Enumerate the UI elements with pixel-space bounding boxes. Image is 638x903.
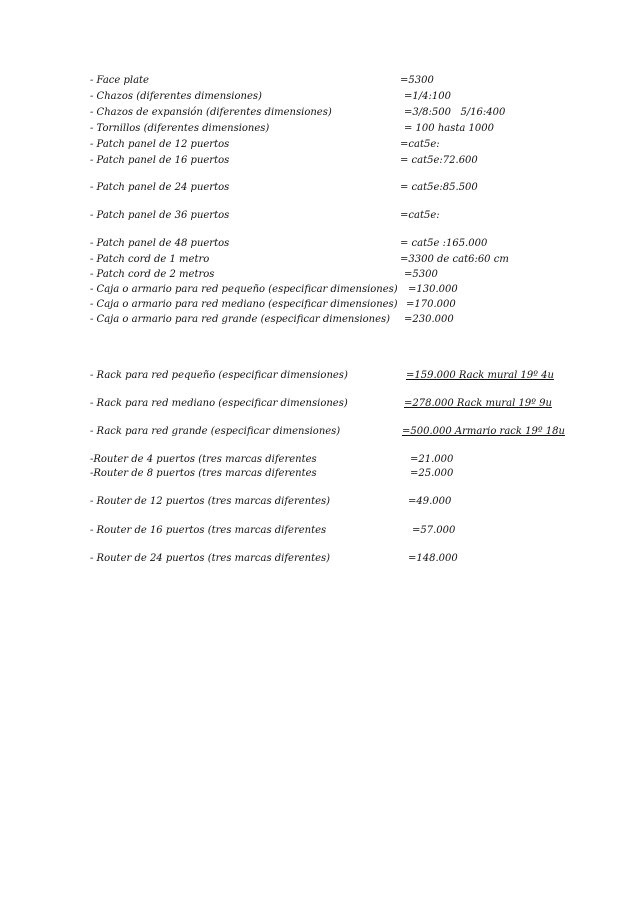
list-item-patch-cord-2m: [0, 269, 638, 281]
item-label: - Patch panel de 16 puertos: [90, 155, 230, 166]
item-label: - Caja o armario para red grande (especificar dimensiones): [90, 314, 391, 325]
item-label: - Patch panel de 48 puertos: [90, 238, 230, 249]
list-item-patch-panel-48: [0, 238, 638, 250]
item-value: =25.000: [410, 468, 454, 479]
list-item-face-plate: [0, 75, 638, 87]
item-value: =130.000: [408, 284, 458, 295]
item-value: =230.000: [404, 314, 454, 325]
list-item-chazos-expansion: [0, 107, 638, 119]
item-label: - Rack para red pequeño (especificar dimensiones): [90, 370, 348, 381]
list-item-router-8: [0, 468, 638, 480]
item-label: - Patch panel de 36 puertos: [90, 210, 230, 221]
item-value: = cat5e:72.600: [400, 155, 478, 166]
item-label: - Rack para red grande (especificar dimensiones): [90, 426, 341, 437]
item-label: - Patch panel de 12 puertos: [90, 139, 230, 150]
list-item-router-16: [0, 525, 638, 537]
item-value: =170.000: [406, 299, 456, 310]
item-label: - Router de 12 puertos (tres marcas diferentes): [90, 496, 331, 507]
item-label: - Chazos de expansión (diferentes dimensiones): [90, 107, 332, 118]
item-label: - Tornillos (diferentes dimensiones): [90, 123, 270, 134]
item-value: =21.000: [410, 454, 454, 465]
item-value: =159.000 Rack mural 19º 4u: [406, 370, 554, 381]
list-item-caja-mediano: [0, 299, 638, 311]
item-value: =500.000 Armario rack 19º 18u: [402, 426, 565, 437]
list-item-patch-panel-12: [0, 139, 638, 151]
list-item-patch-panel-16: [0, 155, 638, 167]
item-value: =3300 de cat6:60 cm: [400, 254, 509, 265]
list-item-tornillos: [0, 123, 638, 135]
list-item-rack-mediano: [0, 398, 638, 410]
item-label: - Rack para red mediano (especificar dimensiones): [90, 398, 348, 409]
list-item-rack-grande: [0, 426, 638, 438]
item-label: - Patch cord de 1 metro: [90, 254, 210, 265]
item-value: =cat5e:: [400, 139, 440, 150]
item-value: =5300: [404, 269, 438, 280]
item-label: - Patch cord de 2 metros: [90, 269, 215, 280]
item-label: - Caja o armario para red mediano (especificar dimensiones): [90, 299, 398, 310]
item-value: =cat5e:: [400, 210, 440, 221]
list-item-caja-grande: [0, 314, 638, 326]
item-label: -Router de 8 puertos (tres marcas diferentes: [90, 468, 317, 479]
list-item-rack-pequeno: [0, 370, 638, 382]
list-item-caja-pequeno: [0, 284, 638, 296]
item-label: -Router de 4 puertos (tres marcas diferentes: [90, 454, 317, 465]
item-value: = 100 hasta 1000: [404, 123, 494, 134]
list-item-router-12: [0, 496, 638, 508]
item-label: - Face plate: [90, 75, 149, 86]
list-item-router-4: [0, 454, 638, 466]
list-item-patch-panel-36: [0, 210, 638, 222]
item-value: = cat5e :165.000: [400, 238, 488, 249]
list-item-router-24: [0, 553, 638, 565]
list-item-patch-cord-1m: [0, 254, 638, 266]
item-label: - Chazos (diferentes dimensiones): [90, 91, 262, 102]
item-value: =3/8:500 5/16:400: [404, 107, 506, 118]
item-value: =5300: [400, 75, 434, 86]
item-value: =49.000: [408, 496, 452, 507]
item-value: =1/4:100: [404, 91, 451, 102]
item-value: =278.000 Rack mural 19º 9u: [404, 398, 552, 409]
list-item-patch-panel-24: [0, 182, 638, 194]
item-label: - Caja o armario para red pequeño (especificar dimensiones): [90, 284, 398, 295]
item-value: =57.000: [412, 525, 456, 536]
item-value: =148.000: [408, 553, 458, 564]
item-value: = cat5e:85.500: [400, 182, 478, 193]
item-label: - Router de 24 puertos (tres marcas diferentes): [90, 553, 331, 564]
list-item-chazos: [0, 91, 638, 103]
item-label: - Router de 16 puertos (tres marcas diferentes: [90, 525, 327, 536]
item-label: - Patch panel de 24 puertos: [90, 182, 230, 193]
